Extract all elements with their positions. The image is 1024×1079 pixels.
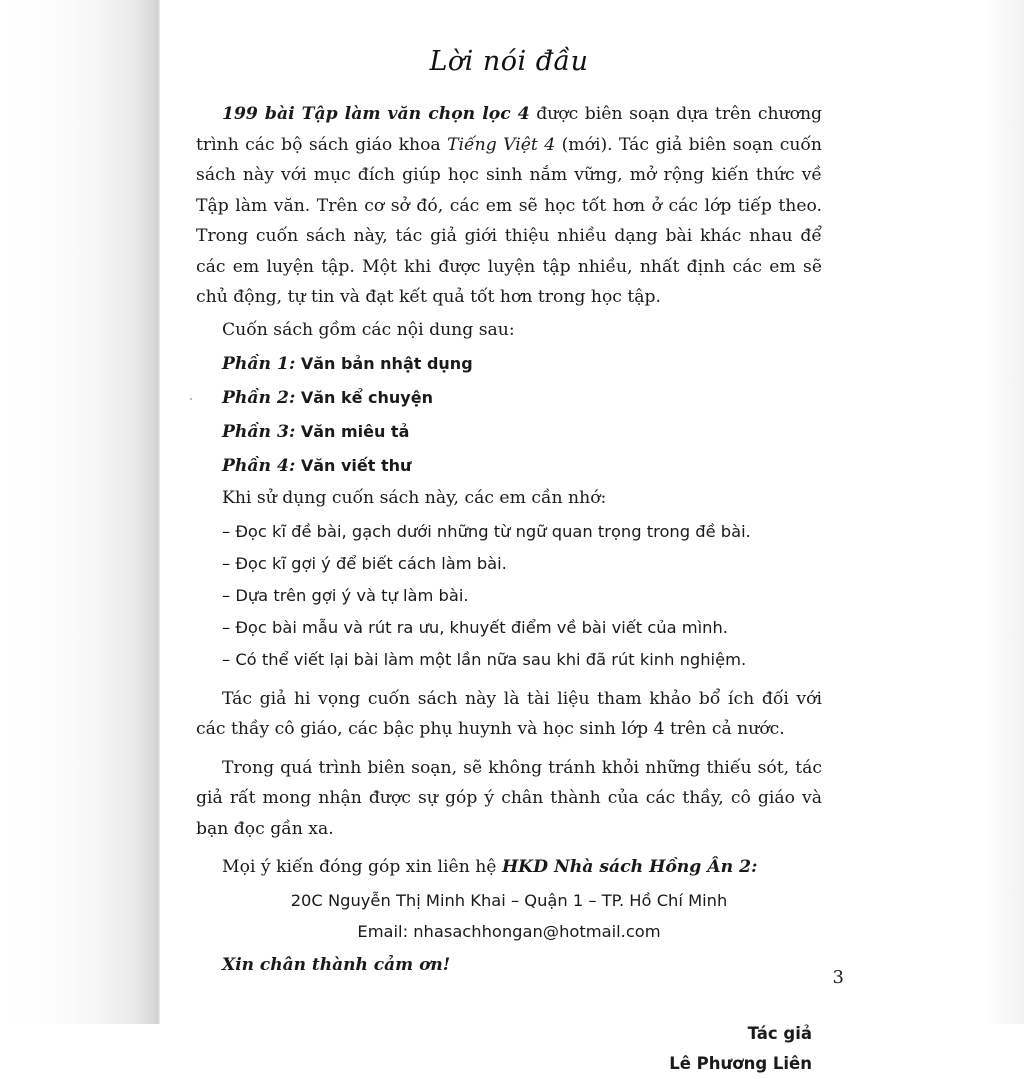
- signature-role: Tác giả: [747, 1023, 812, 1043]
- contact-lead: Mọi ý kiến đóng góp xin liên hệ: [222, 857, 502, 877]
- part-text-1: Văn bản nhật dụng: [300, 354, 473, 373]
- part-item-3: [196, 415, 822, 449]
- signature-block: [196, 1019, 822, 1079]
- intro-paragraph: [196, 99, 822, 313]
- part-label-2: Phần 2:: [222, 388, 296, 408]
- book-binding-shadow: [0, 0, 158, 1024]
- part-label-1: Phần 1:: [222, 354, 296, 374]
- part-item-1: [196, 347, 822, 381]
- page-title: Lời nói đầu: [429, 46, 589, 77]
- intro-text-2: (mới). Tác giả biên soạn cuốn sách này với mục đích giúp học sinh nắm vững, mở rộng kiến thức về Tập làm văn. Trên cơ sở đó, các em sẽ học tốt hơn ở các lớp tiếp theo. Trong cuốn sách này, tác giả giới thiệu nhiều dạng bài khác nhau để các em luyện tập. Một khi được luyện tập nhiều, nhất định các em sẽ chủ động, tự tin và đạt kết quả tốt hơn trong học tập.: [196, 134, 822, 307]
- intro-text-1: được biên soạn dựa trên chương trình các bộ sách giáo khoa: [196, 104, 823, 155]
- textbook-name: Tiếng Việt 4: [447, 134, 556, 155]
- bullet-item-4: – Đọc bài mẫu và rút ra ưu, khuyết điểm về bài viết của mình.: [222, 617, 728, 637]
- contents-intro: Cuốn sách gồm các nội dung sau:: [222, 319, 515, 340]
- scan-artifact-dot: [190, 398, 192, 400]
- part-item-2: [196, 381, 822, 415]
- bullet-item-2: – Đọc kĩ gợi ý để biết cách làm bài.: [222, 553, 507, 573]
- part-text-3: Văn miêu tả: [300, 422, 410, 441]
- thanks-line: Xin chân thành cảm ơn!: [222, 954, 451, 975]
- contact-paragraph: [196, 852, 822, 883]
- contact-address: 20C Nguyễn Thị Minh Khai – Quận 1 – TP. Hồ Chí Minh: [290, 890, 728, 910]
- signature-name: Lê Phương Liên: [669, 1053, 812, 1073]
- book-title-emphasis: 199 bài Tập làm văn chọn lọc 4: [222, 104, 530, 124]
- page-content: [196, 0, 844, 1073]
- part-item-4: [196, 449, 822, 483]
- usage-intro: Khi sử dụng cuốn sách này, các em cần nhớ:: [222, 488, 607, 508]
- part-text-2: Văn kể chuyện: [300, 388, 433, 407]
- bullet-item-1: – Đọc kĩ đề bài, gạch dưới những từ ngữ quan trọng trong đề bài.: [222, 521, 751, 541]
- bullet-item-3: – Dựa trên gợi ý và tự làm bài.: [222, 585, 469, 605]
- part-text-4: Văn viết thư: [300, 456, 412, 475]
- page-number: 3: [832, 967, 844, 988]
- notice-paragraph: Trong quá trình biên soạn, sẽ không tránh khỏi những thiếu sót, tác giả rất mong nhận được sự góp ý chân thành của các thầy, cô giáo và bạn đọc gần xa.: [196, 757, 822, 839]
- part-label-3: Phần 3:: [222, 422, 296, 442]
- hope-paragraph: Tác giả hi vọng cuốn sách này là tài liệu tham khảo bổ ích đối với các thầy cô giáo, các bậc phụ huynh và học sinh lớp 4 trên cả nước.: [196, 688, 822, 739]
- bullet-item-5: – Có thể viết lại bài làm một lần nữa sau khi đã rút kinh nghiệm.: [222, 649, 747, 669]
- contact-email: Email: nhasachhongan@hotmail.com: [357, 921, 661, 941]
- part-label-4: Phần 4:: [222, 456, 296, 476]
- contact-company: HKD Nhà sách Hồng Ân 2:: [501, 857, 758, 877]
- book-binding-edge: [157, 0, 160, 1024]
- page-edge-shading: [984, 0, 1024, 1024]
